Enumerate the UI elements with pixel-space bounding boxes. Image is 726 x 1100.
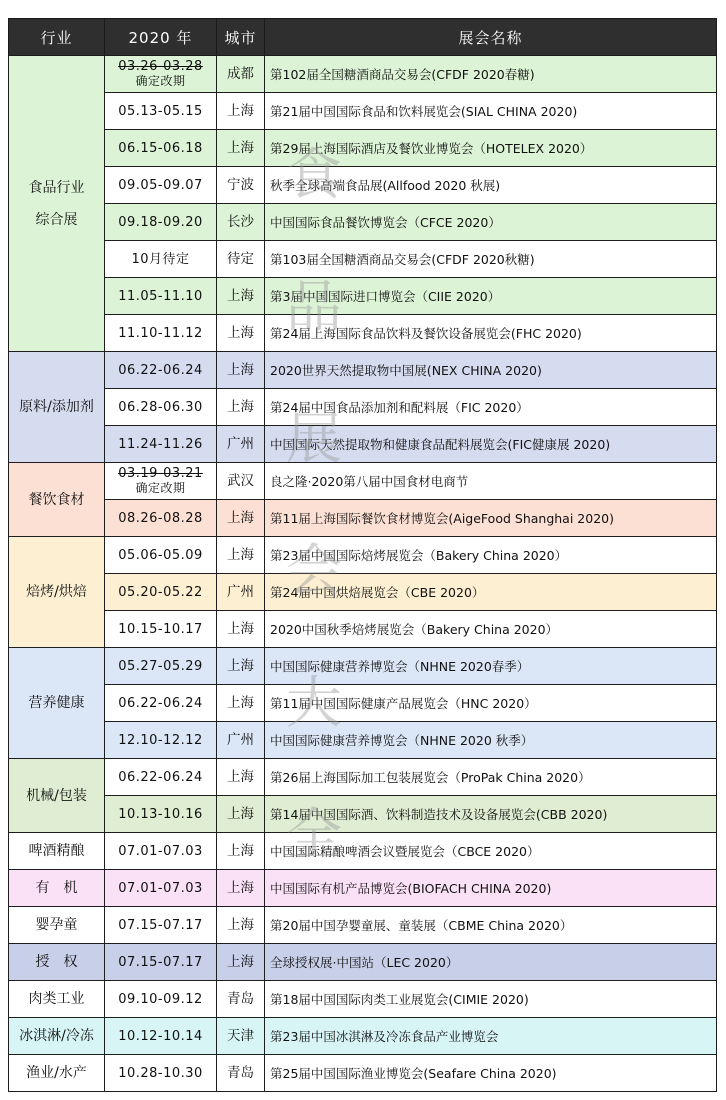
city-cell: 上海 <box>217 278 265 315</box>
exhibition-name-cell: 第11届上海国际餐饮食材博览会(AigeFood Shanghai 2020) <box>265 500 717 537</box>
city-cell: 上海 <box>217 93 265 130</box>
header-city: 城市 <box>217 19 265 56</box>
exhibition-name-cell: 第21届中国国际食品和饮料展览会(SIAL CHINA 2020) <box>265 93 717 130</box>
category-cell: 授 权 <box>9 944 105 981</box>
table-row <box>9 685 717 722</box>
exhibition-name-cell: 第24届中国烘焙展览会（CBE 2020） <box>265 574 717 611</box>
exhibition-name-cell: 2020中国秋季焙烤展览会（Bakery China 2020） <box>265 611 717 648</box>
table-row <box>9 1055 717 1092</box>
category-cell: 婴孕童 <box>9 907 105 944</box>
date-cell: 09.10-09.12 <box>105 981 217 1018</box>
date-cell: 11.05-11.10 <box>105 278 217 315</box>
table-row <box>9 537 717 574</box>
city-cell: 天津 <box>217 1018 265 1055</box>
city-cell: 上海 <box>217 907 265 944</box>
table-row <box>9 722 717 759</box>
table-row <box>9 944 717 981</box>
header-industry: 行业 <box>9 19 105 56</box>
city-cell: 上海 <box>217 870 265 907</box>
exhibition-name-cell: 第29届上海国际酒店及餐饮业博览会（HOTELEX 2020） <box>265 130 717 167</box>
table-row <box>9 981 717 1018</box>
city-cell: 上海 <box>217 611 265 648</box>
exhibition-name-cell: 全球授权展·中国站（LEC 2020） <box>265 944 717 981</box>
exhibition-name-cell: 第24届中国食品添加剂和配料展（FIC 2020） <box>265 389 717 426</box>
exhibition-name-cell: 中国国际健康营养博览会（NHNE 2020春季） <box>265 648 717 685</box>
category-cell: 营养健康 <box>9 648 105 759</box>
table-row <box>9 870 717 907</box>
exhibition-name-cell: 第23届中国冰淇淋及冷冻食品产业博览会 <box>265 1018 717 1055</box>
date-cell: 05.20-05.22 <box>105 574 217 611</box>
date-cell <box>105 56 217 93</box>
header-row <box>9 19 717 56</box>
city-cell: 上海 <box>217 500 265 537</box>
date-cell <box>105 463 217 500</box>
exhibition-name-cell: 秋季全球高端食品展(Allfood 2020 秋展) <box>265 167 717 204</box>
table-row <box>9 907 717 944</box>
city-cell: 上海 <box>217 389 265 426</box>
exhibition-name-cell: 第3届中国国际进口博览会（CIIE 2020） <box>265 278 717 315</box>
date-cell: 12.10-12.12 <box>105 722 217 759</box>
city-cell: 广州 <box>217 722 265 759</box>
date-cell: 07.15-07.17 <box>105 944 217 981</box>
exhibition-name-cell: 中国国际精酿啤酒会议暨展览会（CBCE 2020） <box>265 833 717 870</box>
category-cell: 啤酒精酿 <box>9 833 105 870</box>
exhibition-name-cell: 第14届中国国际酒、饮料制造技术及设备展览会(CBB 2020) <box>265 796 717 833</box>
city-cell: 青岛 <box>217 981 265 1018</box>
city-cell: 广州 <box>217 426 265 463</box>
table-row <box>9 648 717 685</box>
date-cell: 10.28-10.30 <box>105 1055 217 1092</box>
date-cell: 11.10-11.12 <box>105 315 217 352</box>
table-row <box>9 463 717 500</box>
city-cell: 上海 <box>217 833 265 870</box>
date-cell: 09.18-09.20 <box>105 204 217 241</box>
exhibition-name-cell: 中国国际健康营养博览会（NHNE 2020 秋季） <box>265 722 717 759</box>
city-cell: 上海 <box>217 352 265 389</box>
table-row <box>9 352 717 389</box>
exhibition-name-cell: 第23届中国国际焙烤展览会（Bakery China 2020） <box>265 537 717 574</box>
table-row <box>9 204 717 241</box>
category-cell: 原料/添加剂 <box>9 352 105 463</box>
postponed-note: 确定改期 <box>135 74 186 88</box>
header-name: 展会名称 <box>265 19 717 56</box>
city-cell: 青岛 <box>217 1055 265 1092</box>
exhibition-name-cell: 中国国际食品餐饮博览会（CFCE 2020） <box>265 204 717 241</box>
table-row <box>9 241 717 278</box>
city-cell: 武汉 <box>217 463 265 500</box>
exhibition-name-cell: 2020世界天然提取物中国展(NEX CHINA 2020) <box>265 352 717 389</box>
table-row <box>9 389 717 426</box>
exhibition-name-cell: 第20届中国孕婴童展、童装展（CBME China 2020） <box>265 907 717 944</box>
table-row <box>9 574 717 611</box>
category-cell: 渔业/水产 <box>9 1055 105 1092</box>
table-row <box>9 611 717 648</box>
category-cell: 餐饮食材 <box>9 463 105 537</box>
table-row <box>9 130 717 167</box>
date-cell: 05.13-05.15 <box>105 93 217 130</box>
city-cell: 上海 <box>217 130 265 167</box>
exhibition-name-cell: 中国国际天然提取物和健康食品配料展览会(FIC健康展 2020) <box>265 426 717 463</box>
date-cell: 09.05-09.07 <box>105 167 217 204</box>
exhibition-name-cell: 第24届上海国际食品饮料及餐饮设备展览会(FHC 2020) <box>265 315 717 352</box>
table-row <box>9 56 717 93</box>
category-cell: 食品行业 综合展 <box>9 56 105 352</box>
date-cell: 06.22-06.24 <box>105 352 217 389</box>
original-date: 03.26-03.28 <box>118 59 203 74</box>
city-cell: 上海 <box>217 648 265 685</box>
watermark-text: 食 品 展 会 大 全 <box>286 143 342 868</box>
category-cell: 有 机 <box>9 870 105 907</box>
table-row <box>9 93 717 130</box>
table-row <box>9 500 717 537</box>
category-cell: 机械/包装 <box>9 759 105 833</box>
exhibition-name-cell: 第26届上海国际加工包装展览会（ProPak China 2020） <box>265 759 717 796</box>
date-cell: 07.01-07.03 <box>105 833 217 870</box>
date-cell: 07.01-07.03 <box>105 870 217 907</box>
date-cell: 06.22-06.24 <box>105 685 217 722</box>
table-row <box>9 759 717 796</box>
category-cell: 冰淇淋/冷冻 <box>9 1018 105 1055</box>
city-cell: 上海 <box>217 944 265 981</box>
table-body <box>9 56 717 1092</box>
exhibition-name-cell: 良之隆·2020第八届中国食材电商节 <box>265 463 717 500</box>
date-cell: 06.22-06.24 <box>105 759 217 796</box>
city-cell: 上海 <box>217 796 265 833</box>
city-cell: 上海 <box>217 537 265 574</box>
exhibition-name-cell: 中国国际有机产品博览会(BIOFACH CHINA 2020) <box>265 870 717 907</box>
exhibition-name-cell: 第11届中国国际健康产品展览会（HNC 2020） <box>265 685 717 722</box>
date-cell: 10.15-10.17 <box>105 611 217 648</box>
date-cell: 08.26-08.28 <box>105 500 217 537</box>
table-row <box>9 426 717 463</box>
date-cell: 10月待定 <box>105 241 217 278</box>
date-cell: 05.06-05.09 <box>105 537 217 574</box>
header-year: 2020 年 <box>105 19 217 56</box>
category-cell: 焙烤/烘焙 <box>9 537 105 648</box>
date-cell: 10.12-10.14 <box>105 1018 217 1055</box>
city-cell: 宁波 <box>217 167 265 204</box>
city-cell: 上海 <box>217 759 265 796</box>
city-cell: 上海 <box>217 685 265 722</box>
date-cell: 06.15-06.18 <box>105 130 217 167</box>
table-row <box>9 315 717 352</box>
postponed-note: 确定改期 <box>135 481 186 495</box>
exhibition-name-cell: 第102届全国糖酒商品交易会(CFDF 2020春糖) <box>265 56 717 93</box>
exhibition-name-cell: 第18届中国国际肉类工业展览会(CIMIE 2020) <box>265 981 717 1018</box>
date-cell: 11.24-11.26 <box>105 426 217 463</box>
table-row <box>9 278 717 315</box>
table-row <box>9 167 717 204</box>
city-cell: 成都 <box>217 56 265 93</box>
date-cell: 06.28-06.30 <box>105 389 217 426</box>
exhibition-name-cell: 第103届全国糖酒商品交易会(CFDF 2020秋糖) <box>265 241 717 278</box>
exhibition-table <box>8 18 717 1092</box>
table-row <box>9 796 717 833</box>
date-cell: 05.27-05.29 <box>105 648 217 685</box>
city-cell: 长沙 <box>217 204 265 241</box>
table-row <box>9 1018 717 1055</box>
exhibition-name-cell: 第25届中国国际渔业博览会(Seafare China 2020) <box>265 1055 717 1092</box>
city-cell: 待定 <box>217 241 265 278</box>
date-cell: 07.15-07.17 <box>105 907 217 944</box>
date-cell: 10.13-10.16 <box>105 796 217 833</box>
city-cell: 上海 <box>217 315 265 352</box>
original-date: 03.19-03.21 <box>118 466 203 481</box>
category-cell: 肉类工业 <box>9 981 105 1018</box>
city-cell: 广州 <box>217 574 265 611</box>
table-row <box>9 833 717 870</box>
